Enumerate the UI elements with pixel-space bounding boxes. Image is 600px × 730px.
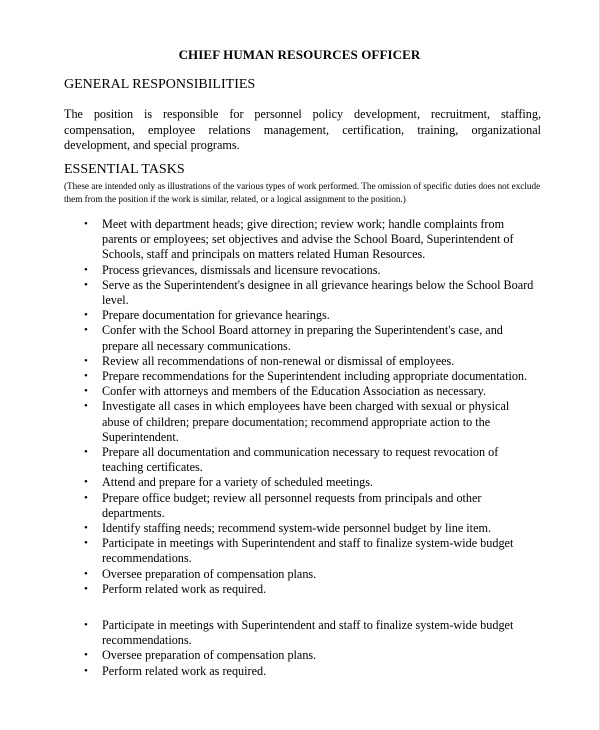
- task-text: Prepare all documentation and communication necessary to request revocation of teaching certificates.: [102, 445, 499, 475]
- bullet-icon: •: [84, 263, 88, 276]
- bullet-icon: •: [84, 324, 88, 337]
- document-title: CHIEF HUMAN RESOURCES OFFICER: [178, 47, 421, 62]
- additional-tasks-list: [64, 618, 534, 679]
- task-item: [64, 648, 534, 663]
- bullet-icon: •: [84, 649, 88, 662]
- bullet-icon: •: [84, 537, 88, 550]
- bullet-icon: •: [84, 400, 88, 413]
- task-item: [64, 567, 534, 582]
- task-text: Prepare office budget; review all personnel requests from principals and other departments.: [102, 490, 482, 520]
- task-text: Perform related work as required.: [102, 581, 267, 596]
- task-text: Identify staffing needs; recommend system-wide personnel budget by line item.: [102, 521, 491, 536]
- task-item: [64, 475, 534, 490]
- task-item: [64, 664, 534, 679]
- task-item: [64, 217, 534, 263]
- task-text: Oversee preparation of compensation plans.: [102, 566, 317, 581]
- essential-tasks-note: (These are intended only as illustrations of the various types of work performed. The omission of specific duties does not exclude them from the position if the work is similar, related, or a logical assignment to the position.): [64, 181, 541, 204]
- task-text: Meet with department heads; give direction; review work; handle complaints from parents or employees; set objectives and advise the School Board, Superintendent of Schools, staff and principals on matters related Human Resources.: [102, 217, 514, 262]
- task-text: Review all recommendations of non-renewal or dismissal of employees.: [102, 353, 455, 368]
- bullet-icon: •: [84, 567, 88, 580]
- bullet-icon: •: [84, 370, 88, 383]
- essential-tasks-heading: ESSENTIAL TASKS: [64, 162, 185, 177]
- task-text: Attend and prepare for a variety of scheduled meetings.: [102, 475, 374, 490]
- task-item: [64, 278, 534, 308]
- task-item: [64, 618, 534, 648]
- task-item: [64, 582, 534, 597]
- bullet-icon: •: [84, 218, 88, 230]
- essential-tasks-list: [64, 217, 534, 597]
- task-item: [64, 369, 534, 384]
- task-item: [64, 445, 534, 475]
- task-text: Participate in meetings with Superintendent and staff to finalize system-wide budget recommendations.: [102, 536, 514, 566]
- task-text: Confer with attorneys and members of the Education Association as necessary.: [102, 384, 487, 399]
- bullet-icon: •: [84, 354, 88, 367]
- task-text: Prepare documentation for grievance hearings.: [102, 308, 330, 323]
- task-text: Prepare recommendations for the Superintendent including appropriate documentation.: [102, 369, 528, 384]
- bullet-icon: •: [84, 446, 88, 459]
- task-text: Investigate all cases in which employees have been charged with sexual or physical abuse of children; prepare documentation; recommend appropriate action to the Superintendent.: [102, 399, 510, 444]
- task-item: [64, 308, 534, 323]
- task-text: Process grievances, dismissals and licensure revocations.: [102, 262, 381, 277]
- bullet-icon: •: [84, 385, 88, 398]
- task-text: Participate in meetings with Superintendent and staff to finalize system-wide budget recommendations.: [102, 618, 514, 648]
- task-text: Oversee preparation of compensation plans.: [102, 648, 317, 663]
- bullet-icon: •: [84, 309, 88, 322]
- bullet-icon: •: [84, 619, 88, 631]
- bullet-icon: •: [84, 582, 88, 595]
- task-item: [64, 399, 534, 445]
- task-item: [64, 491, 534, 521]
- bullet-icon: •: [84, 491, 88, 504]
- bullet-icon: •: [84, 522, 88, 535]
- task-item: [64, 384, 534, 399]
- bullet-icon: •: [84, 476, 88, 489]
- general-responsibilities-heading: GENERAL RESPONSIBILITIES: [64, 77, 256, 92]
- general-responsibilities-text: The position is responsible for personnel policy development, recruitment, staffing, compensation, employee relations management, certification, training, organizational development, and special programs.: [64, 107, 541, 152]
- task-item: [64, 263, 534, 278]
- task-text: Confer with the School Board attorney in preparing the Superintendent's case, and prepare all necessary communications.: [102, 323, 503, 353]
- bullet-icon: •: [84, 664, 88, 677]
- bullet-icon: •: [84, 278, 88, 291]
- task-item: [64, 354, 534, 369]
- task-item: [64, 536, 534, 566]
- task-item: [64, 323, 534, 353]
- task-item: [64, 521, 534, 536]
- task-text: Serve as the Superintendent's designee in all grievance hearings below the School Board level.: [102, 277, 534, 308]
- task-text: Perform related work as required.: [102, 663, 267, 678]
